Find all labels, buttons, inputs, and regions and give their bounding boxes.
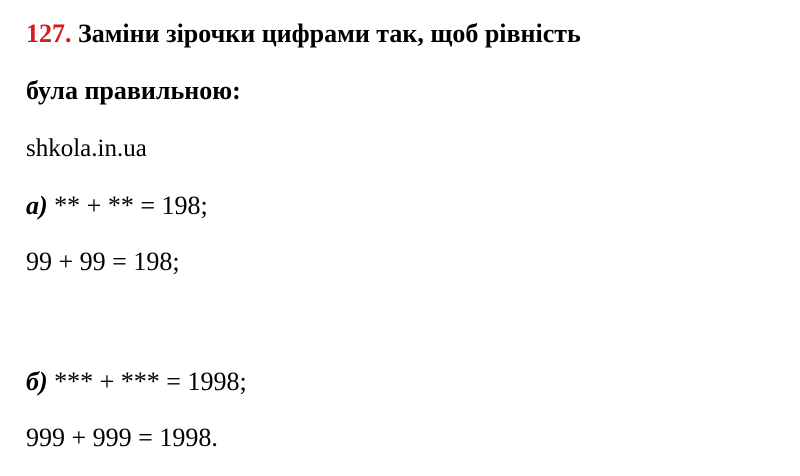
item-a bbox=[26, 190, 208, 221]
item-b-expression: *** + *** = 1998; bbox=[54, 367, 247, 396]
item-a-answer: 99 + 99 = 198; bbox=[26, 247, 180, 276]
task-number: 127. bbox=[26, 19, 72, 48]
item-b-answer: 999 + 999 = 1998. bbox=[26, 423, 218, 452]
task-text-line-1: Заміни зірочки цифрами так, щоб рівність bbox=[78, 19, 581, 48]
task-heading-line-1 bbox=[26, 18, 581, 49]
item-a-label: а) bbox=[26, 191, 48, 220]
task-text-line-2: була правильною: bbox=[26, 76, 241, 105]
item-b bbox=[26, 366, 247, 397]
watermark-text: shkola.in.ua bbox=[26, 135, 147, 162]
item-b-label: б) bbox=[26, 367, 48, 396]
item-a-expression: ** + ** = 198; bbox=[54, 191, 208, 220]
